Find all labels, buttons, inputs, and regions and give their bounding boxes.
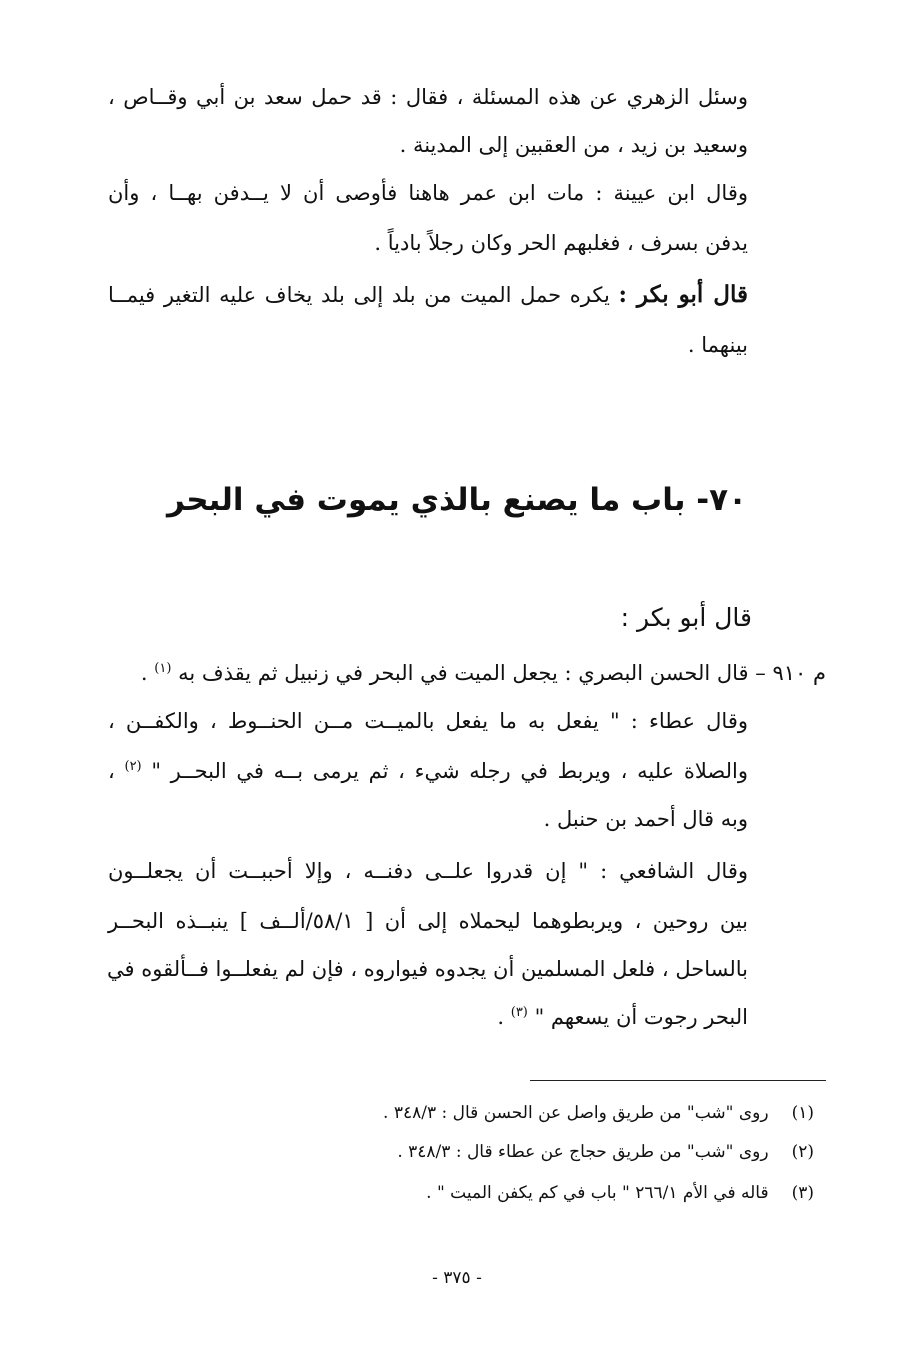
ata-line-2-text: والصلاة عليه ، ويربط في رجله شيء ، ثم يرمى بــه في البحــر " — [151, 759, 748, 783]
shafii-line-4-end: . — [497, 1005, 511, 1029]
footnote-ref-2: (٢) — [124, 759, 142, 774]
footnote-divider — [530, 1080, 826, 1081]
ata-line-1: وقال عطاء : " يفعل به ما يفعل بالميــت مــن الحنــوط ، والكفــن ، — [108, 709, 748, 733]
ata-line-3: وبه قال أحمد بن حنبل . — [543, 807, 748, 831]
footnote-text: روى "شب" من طريق حجاج عن عطاء قال : ٣٤٨/٣ . — [397, 1142, 769, 1162]
shafii-line-1: وقال الشافعي : " إن قدروا علــى دفنــه ، وإلا أحببــت أن يجعلــون — [108, 859, 748, 883]
entry-text: قال الحسن البصري : يجعل الميت في البحر في زنبيل ثم يقذف به — [178, 661, 749, 685]
footnote-text: قاله في الأم ٢٦٦/١ " باب في كم يكفن الميت " . — [426, 1183, 769, 1203]
abu-bakr-statement — [108, 280, 748, 310]
footnote-3 — [426, 1180, 814, 1206]
page-number: - ٣٧٥ - — [432, 1268, 482, 1288]
footnote-1 — [383, 1100, 814, 1126]
text-line-6: بينهما . — [687, 333, 748, 357]
abu-bakr-text: يكره حمل الميت من بلد إلى بلد يخاف عليه التغير فيمــا — [108, 283, 610, 307]
shafii-line-3: بالساحل ، فلعل المسلمين أن يجدوه فيواروه ، فإن لم يفعلــوا فــألقوه في — [107, 957, 748, 981]
footnote-2 — [397, 1139, 814, 1165]
text-line-4: يدفن بسرف ، فغلبهم الحر وكان رجلاً بادياً . — [374, 231, 748, 255]
shafii-line-4 — [497, 1002, 748, 1032]
shafii-line-4-text: البحر رجوت أن يسعهم " — [534, 1005, 748, 1029]
footnote-ref-3: (٣) — [510, 1005, 528, 1020]
footnote-ref-1: (١) — [154, 661, 172, 676]
text-line-3: وقال ابن عيينة : مات ابن عمر هاهنا فأوصى أن لا يــدفن بهــا ، وأن — [108, 181, 748, 205]
footnote-number: (١) — [791, 1103, 814, 1123]
ata-line-2-end: ، — [108, 759, 125, 783]
text-line-2: وسعيد بن زيد ، من العقبين إلى المدينة . — [399, 133, 748, 157]
footnote-text: روى "شب" من طريق واصل عن الحسن قال : ٣٤٨/٣ . — [383, 1103, 769, 1123]
entry-end: . — [140, 661, 155, 685]
text-line-1: وسئل الزهري عن هذه المسئلة ، فقال : قد حمل سعد بن أبي وقــاص ، — [108, 85, 748, 109]
footnote-number: (٣) — [791, 1183, 814, 1203]
footnote-number: (٢) — [791, 1142, 814, 1162]
entry-line — [141, 658, 826, 688]
entry-number: م ٩١٠ – — [755, 661, 826, 685]
shafii-line-2: بين روحين ، ويربطوهما ليحملاه إلى أن [ ٥٨/١/ألــف ] ينبــذه البحــر — [108, 909, 748, 933]
ata-line-2 — [108, 756, 748, 786]
chapter-title: ٧٠- باب ما يصنع بالذي يموت في البحر — [167, 482, 747, 518]
abu-bakr-label: قال أبو بكر : — [618, 281, 748, 308]
section-heading: قال أبو بكر : — [620, 603, 752, 632]
